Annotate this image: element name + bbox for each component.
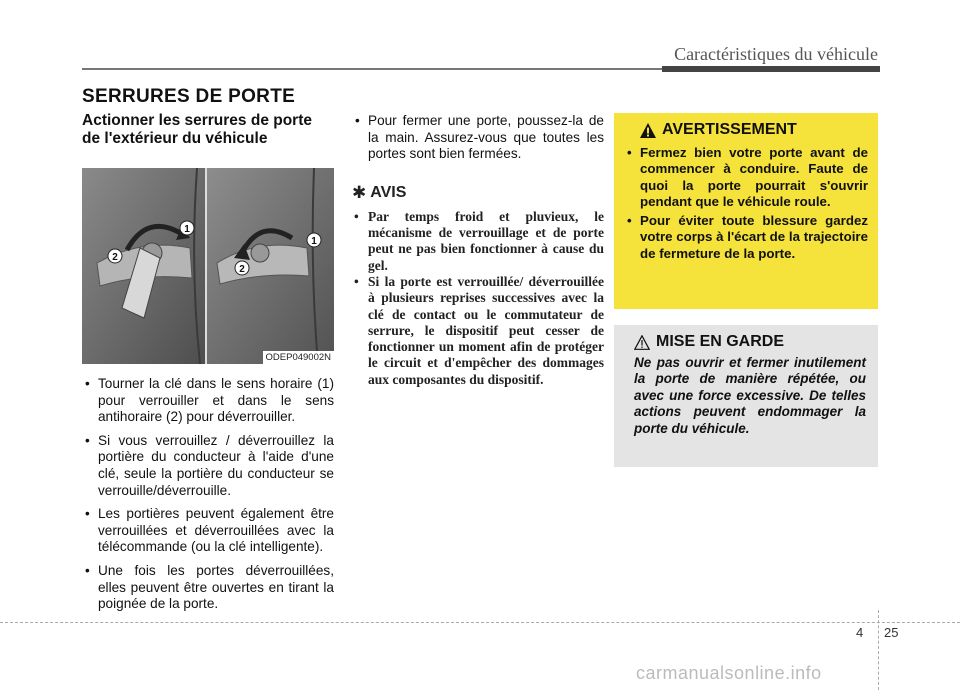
list-item: • Pour fermer une porte, poussez-la de la main. Assurez-vous que toutes les portes sont bien fermées. — [352, 113, 604, 163]
photo-caption: ODEP049002N — [263, 351, 334, 364]
caution-heading — [634, 333, 866, 351]
panel-divider — [205, 168, 207, 364]
avis-heading — [352, 183, 604, 203]
avis-title: AVIS — [370, 183, 407, 201]
list-item: • Fermez bien votre porte avant de commencer à conduire. Faute de quoi la porte pourrait s'ouvrir pendant que le véhicule roule. — [626, 145, 868, 210]
door-lock-photo — [82, 168, 334, 364]
caution-triangle-icon — [634, 335, 650, 350]
caution-box — [614, 325, 878, 467]
exterior-heading-line2: de l'extérieur du véhicule — [82, 130, 268, 147]
label-1: 1 — [311, 236, 317, 247]
caution-title: MISE EN GARDE — [656, 333, 785, 350]
warning-triangle-icon — [640, 123, 656, 138]
exterior-heading — [82, 112, 334, 148]
asterisk-icon: ✱ — [352, 182, 367, 202]
list-item: • Pour éviter toute blessure gardez votre corps à l'écart de la trajectoire de fermeture de la porte. — [626, 213, 868, 262]
warning-heading — [640, 121, 868, 139]
warning-box — [614, 113, 878, 309]
header-tab-bar — [662, 66, 880, 72]
label-1: 1 — [184, 224, 190, 235]
door-lock-illustration — [82, 168, 334, 364]
footer-rule — [0, 622, 960, 623]
warning-title: AVERTISSEMENT — [662, 121, 797, 138]
exterior-column — [82, 112, 334, 620]
middle-bullets — [352, 113, 604, 163]
list-item: • Si la porte est verrouillée/ déverrouillée à plusieurs reprises successives avec la clé de contact ou le commutateur de serrure, le dispositif peut cesser de fonctionner un moment afin de protéger le circuit et d'empêcher des dommages aux composantes du dispositif. — [352, 274, 604, 388]
chapter-number: 4 — [856, 625, 864, 640]
list-item: • Par temps froid et pluvieux, le mécanisme de verrouillage et de porte peut ne pas bien fonctionner à cause du gel. — [352, 209, 604, 274]
chapter-title: Caractéristiques du véhicule — [674, 44, 878, 64]
label-2: 2 — [239, 264, 245, 275]
section-title: SERRURES DE PORTE — [82, 86, 296, 107]
warning-list — [626, 145, 868, 262]
list-item: • Une fois les portes déverrouillées, elles peuvent être ouvertes en tirant la poignée de la porte. — [82, 563, 334, 613]
label-2: 2 — [112, 252, 118, 263]
list-item: • Si vous verrouillez / déverrouillez la portière du conducteur à l'aide d'une clé, seule la portière du conducteur se verrouille/déverrouille. — [82, 433, 334, 499]
watermark: carmanualsonline.info — [636, 663, 822, 683]
footer-vertical-rule — [878, 610, 879, 690]
exterior-bullets — [82, 376, 334, 613]
list-item: • Tourner la clé dans le sens horaire (1) pour verrouiller et dans le sens antihoraire (2) pour déverrouiller. — [82, 376, 334, 426]
avis-list — [352, 209, 604, 388]
caution-text: Ne pas ouvrir et fermer inutilement la porte de manière répétée, ou avec une force excessive. De telles actions peuvent endommager la porte du véhicule. — [634, 355, 866, 436]
page-number: 25 — [884, 625, 899, 640]
list-item: • Les portières peuvent également être verrouillées et déverrouillées avec la télécommande (ou la clé intelligente). — [82, 506, 334, 556]
exterior-heading-line1: Actionner les serrures de porte — [82, 112, 312, 129]
middle-column — [352, 113, 604, 388]
key-cylinder — [251, 244, 269, 262]
